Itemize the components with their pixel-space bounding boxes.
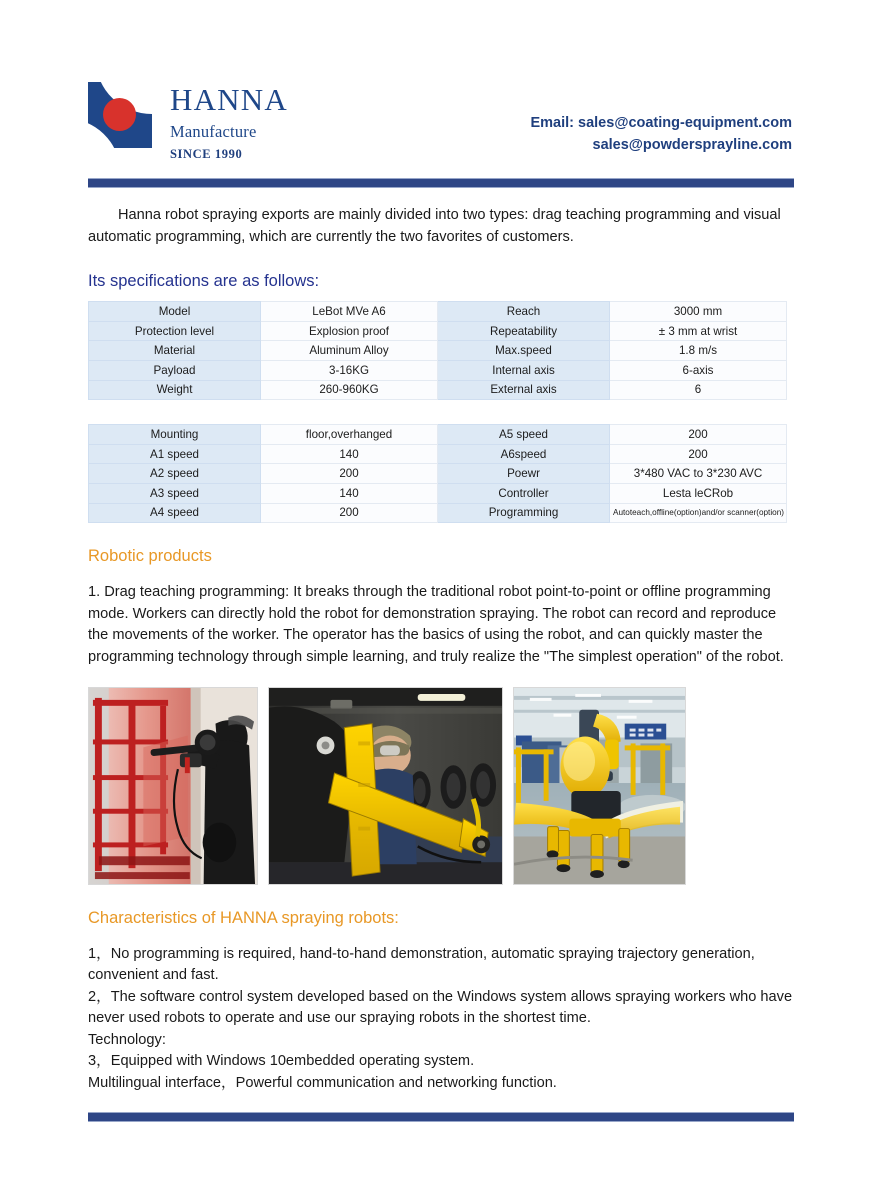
- header-divider-bar: [88, 178, 794, 188]
- table-cell-value: 3-16KG: [261, 360, 438, 380]
- photo-gallery: [88, 687, 800, 885]
- characteristic-item-2: 2，The software control system developed based on the Windows system allows spraying workers who have never used robots to operate and use our spraying robots in the shortest time.: [88, 988, 793, 1027]
- contact-email-line-1: Email: sales@coating-equipment.com: [530, 115, 792, 131]
- characteristics-heading: Characteristics of HANNA spraying robots:: [88, 908, 399, 927]
- robotic-products-heading: Robotic products: [88, 547, 212, 566]
- table-cell-value: Explosion proof: [261, 321, 438, 341]
- photo-yellow-robot-factory: [513, 687, 686, 885]
- table-cell-value: 6-axis: [610, 360, 787, 380]
- table-cell-value: 200: [610, 444, 787, 464]
- logo-wordmark: [170, 82, 288, 162]
- contact-email-line-2: sales@powdersprayline.com: [592, 137, 792, 154]
- table-cell-value: 1.8 m/s: [610, 341, 787, 361]
- table-cell-key: External axis: [438, 380, 610, 400]
- table-cell-key: Reach: [438, 302, 610, 322]
- table-cell-value: 140: [261, 483, 438, 503]
- specifications-table-1: [88, 301, 787, 400]
- table-cell-value: 3000 mm: [610, 302, 787, 322]
- document-body: [88, 205, 800, 1095]
- table-row: [89, 464, 787, 484]
- table-cell-value: Autoteach,offline(option)and/or scanner(option): [610, 503, 787, 523]
- table-cell-value: 200: [610, 425, 787, 445]
- logo-red-circle-icon: [103, 98, 136, 131]
- table-cell-value: 200: [261, 464, 438, 484]
- table-cell-value: 3*480 VAC to 3*230 AVC: [610, 464, 787, 484]
- specifications-table-2: [88, 424, 787, 523]
- characteristic-item-3: 3，Equipped with Windows 10embedded operating system.: [88, 1053, 475, 1070]
- table-cell-value: 200: [261, 503, 438, 523]
- hanna-logo-mark-icon: [88, 82, 152, 148]
- table-cell-key: Material: [89, 341, 261, 361]
- table-cell-key: Payload: [89, 360, 261, 380]
- table-cell-value: 260-960KG: [261, 380, 438, 400]
- table-cell-key: Internal axis: [438, 360, 610, 380]
- table-cell-key: A3 speed: [89, 483, 261, 503]
- table-row: [89, 483, 787, 503]
- characteristic-item-1: 1，No programming is required, hand-to-hand demonstration, automatic spraying trajectory generation, convenient and fast.: [88, 945, 755, 984]
- table-cell-value: floor,overhanged: [261, 425, 438, 445]
- table-cell-key: A5 speed: [438, 425, 610, 445]
- table-row: [89, 444, 787, 464]
- photo-2-artwork: [269, 688, 502, 884]
- technology-label: Technology:: [88, 1031, 166, 1048]
- table-cell-key: Max.speed: [438, 341, 610, 361]
- table-row: [89, 425, 787, 445]
- company-logo: [88, 82, 288, 162]
- characteristic-item-4: Multilingual interface，Powerful communication and networking function.: [88, 1075, 557, 1092]
- table-cell-key: A4 speed: [89, 503, 261, 523]
- table-cell-value: Aluminum Alloy: [261, 341, 438, 361]
- table-cell-key: Mounting: [89, 425, 261, 445]
- table-cell-key: Weight: [89, 380, 261, 400]
- table-cell-value: ± 3 mm at wrist: [610, 321, 787, 341]
- table-cell-value: Lesta leCRob: [610, 483, 787, 503]
- photo-1-artwork: [89, 688, 257, 884]
- table-row: [89, 321, 787, 341]
- photo-manual-spray-booth: [88, 687, 258, 885]
- photo-yellow-robot-arm-booth: [268, 687, 503, 885]
- table-cell-value: 6: [610, 380, 787, 400]
- intro-paragraph: Hanna robot spraying exports are mainly divided into two types: drag teaching programming and visual automatic programming, which are currently the two favorites of customers.: [88, 207, 781, 245]
- photo-3-artwork: [514, 688, 685, 884]
- table-cell-value: LeBot MVe A6: [261, 302, 438, 322]
- table-cell-value: 140: [261, 444, 438, 464]
- contact-email-block: [530, 112, 792, 157]
- document-header: [0, 0, 880, 172]
- table-cell-key: A2 speed: [89, 464, 261, 484]
- table-row: [89, 302, 787, 322]
- table-cell-key: Poewr: [438, 464, 610, 484]
- table-cell-key: A6speed: [438, 444, 610, 464]
- table-cell-key: Controller: [438, 483, 610, 503]
- specifications-heading: Its specifications are as follows:: [88, 272, 320, 291]
- footer-divider-bar: [88, 1112, 794, 1122]
- logo-title: HANNA: [170, 82, 288, 117]
- table-row: [89, 341, 787, 361]
- table-row: [89, 360, 787, 380]
- logo-since-text: SINCE 1990: [170, 146, 243, 161]
- logo-subtitle: Manufacture: [170, 121, 257, 141]
- table-cell-key: A1 speed: [89, 444, 261, 464]
- table-cell-key: Repeatability: [438, 321, 610, 341]
- table-row: [89, 380, 787, 400]
- robotic-products-paragraph: 1. Drag teaching programming: It breaks through the traditional robot point-to-point or offline programming mode. Workers can directly hold the robot for demonstration spraying. The robot can record and reproduce the movements of the worker. The operator has the basics of using the robot, and can quickly master the programming technology through simple learning, and truly realize the "The simplest operation" of the robot.: [88, 584, 784, 665]
- table-row: [89, 503, 787, 523]
- table-cell-key: Model: [89, 302, 261, 322]
- table-cell-key: Programming: [438, 503, 610, 523]
- table-cell-key: Protection level: [89, 321, 261, 341]
